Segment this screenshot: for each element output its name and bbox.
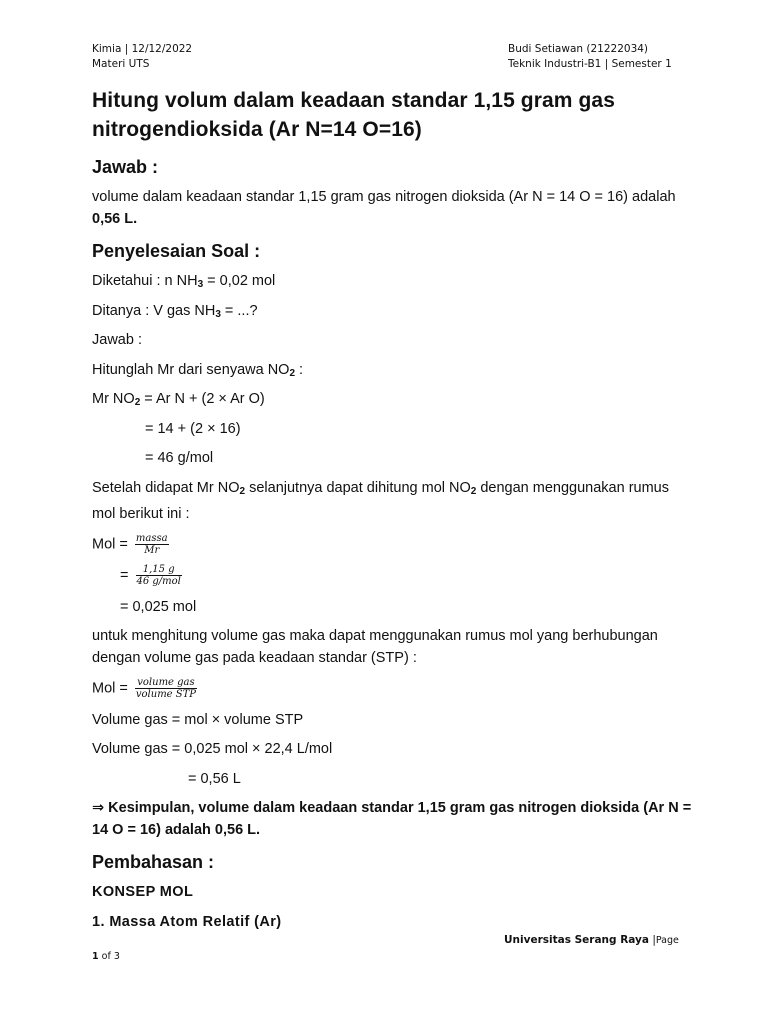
setelah-subscript-1: 2 — [239, 485, 246, 497]
mol-formula-line — [92, 533, 692, 557]
page-current: 1 — [92, 951, 99, 962]
diketahui-subscript: 3 — [197, 279, 204, 290]
jawab-paragraph — [92, 186, 692, 230]
kesimpulan-paragraph: ⇒ Kesimpulan, volume dalam keadaan standar 1,15 gram gas nitrogen dioksida (Ar N = 14 O = 16) adalah 0,56 L. — [92, 800, 692, 838]
page-total: of 3 — [98, 951, 120, 962]
mr-suffix: = Ar N + (2 × Ar O) — [140, 391, 265, 407]
hitung-subscript: 2 — [289, 367, 296, 379]
mol-label: Mol = — [92, 535, 132, 552]
header-right — [508, 42, 672, 72]
mr-step3-line: = 46 g/mol — [145, 450, 214, 466]
hitung-suffix: : — [295, 361, 304, 378]
jawab-heading: Jawab : — [92, 157, 159, 177]
konsep-heading: KONSEP MOL — [92, 884, 194, 900]
ditanya-line — [92, 300, 692, 322]
header-left — [92, 42, 192, 72]
header-class: Teknik Industri-B1 | Semester 1 — [508, 58, 672, 70]
mol-stp-formula-line — [92, 677, 692, 701]
header-subject-date: Kimia | 12/12/2022 — [92, 43, 193, 55]
mol-substitution-line — [92, 564, 692, 588]
fraction-massa-mr — [135, 533, 169, 556]
hitung-line — [92, 359, 692, 381]
mol-result-line: = 0,025 mol — [120, 598, 197, 615]
setelah-c: dengan menggunakan rumus mol berikut ini : — [92, 479, 669, 522]
setelah-paragraph — [92, 477, 692, 525]
fraction-denominator: 46 g/mol — [136, 576, 181, 587]
fraction-numerator: 1,15 g — [136, 564, 182, 576]
ditanya-suffix: = ...? — [220, 302, 258, 319]
mr-subscript: 2 — [134, 397, 141, 408]
diketahui-suffix: = 0,02 mol — [203, 273, 276, 289]
pembahasan-heading: Pembahasan : — [92, 852, 215, 872]
volume-formula-line: Volume gas = mol × volume STP — [92, 711, 304, 728]
equals-sign: = — [120, 567, 133, 584]
untuk-paragraph: untuk menghitung volume gas maka dapat menggunakan rumus mol yang berhubungan dengan volume gas pada keadaan standar (STP) : — [92, 628, 658, 666]
ditanya-prefix: Ditanya : V gas NH — [92, 302, 216, 319]
diketahui-prefix: Diketahui : n NH — [92, 273, 198, 289]
jawab-answer: 0,56 L. — [92, 211, 138, 227]
header-author: Budi Setiawan (21222034) — [508, 43, 649, 55]
fraction-volume — [135, 677, 197, 700]
document-content — [92, 86, 692, 941]
mr-prefix: Mr NO — [92, 391, 135, 407]
fraction-denominator: Mr — [144, 544, 160, 556]
penyelesaian-heading: Penyelesaian Soal : — [92, 241, 261, 261]
mol-label: Mol = — [92, 680, 132, 697]
footer — [504, 934, 679, 946]
setelah-subscript-2: 2 — [470, 485, 477, 497]
setelah-a: Setelah didapat Mr NO — [92, 479, 240, 496]
page-number — [92, 951, 120, 962]
fraction-numerator: volume gas — [135, 677, 197, 689]
ditanya-subscript: 3 — [215, 308, 221, 320]
page-title: Hitung volum dalam keadaan standar 1,15 gram gas nitrogendioksida (Ar N=14 O=16) — [92, 89, 615, 141]
footer-separator: | — [648, 934, 656, 946]
footer-university: Universitas Serang Raya — [504, 934, 649, 946]
jawab-text: volume dalam keadaan standar 1,15 gram gas nitrogen dioksida (Ar N = 14 O = 16) adalah — [92, 189, 676, 205]
diketahui-line — [92, 270, 692, 292]
header-material: Materi UTS — [92, 58, 150, 70]
footer-page-label: Page — [655, 935, 679, 946]
volume-result-line: = 0,56 L — [188, 770, 241, 787]
setelah-b: selanjutnya dapat dihitung mol NO — [245, 479, 471, 496]
jawab-label-line: Jawab : — [92, 332, 142, 348]
volume-calc-line: Volume gas = 0,025 mol × 22,4 L/mol — [92, 741, 333, 757]
mr-formula-line — [92, 388, 692, 410]
fraction-denominator: volume STP — [135, 689, 197, 700]
fraction-numerator: massa — [135, 532, 168, 544]
mr-step2-line: = 14 + (2 × 16) — [145, 420, 241, 437]
hitung-prefix: Hitunglah Mr dari senyawa NO — [92, 361, 290, 378]
item-massa-atom: 1. Massa Atom Relatif (Ar) — [92, 914, 282, 930]
fraction-values — [136, 564, 182, 587]
